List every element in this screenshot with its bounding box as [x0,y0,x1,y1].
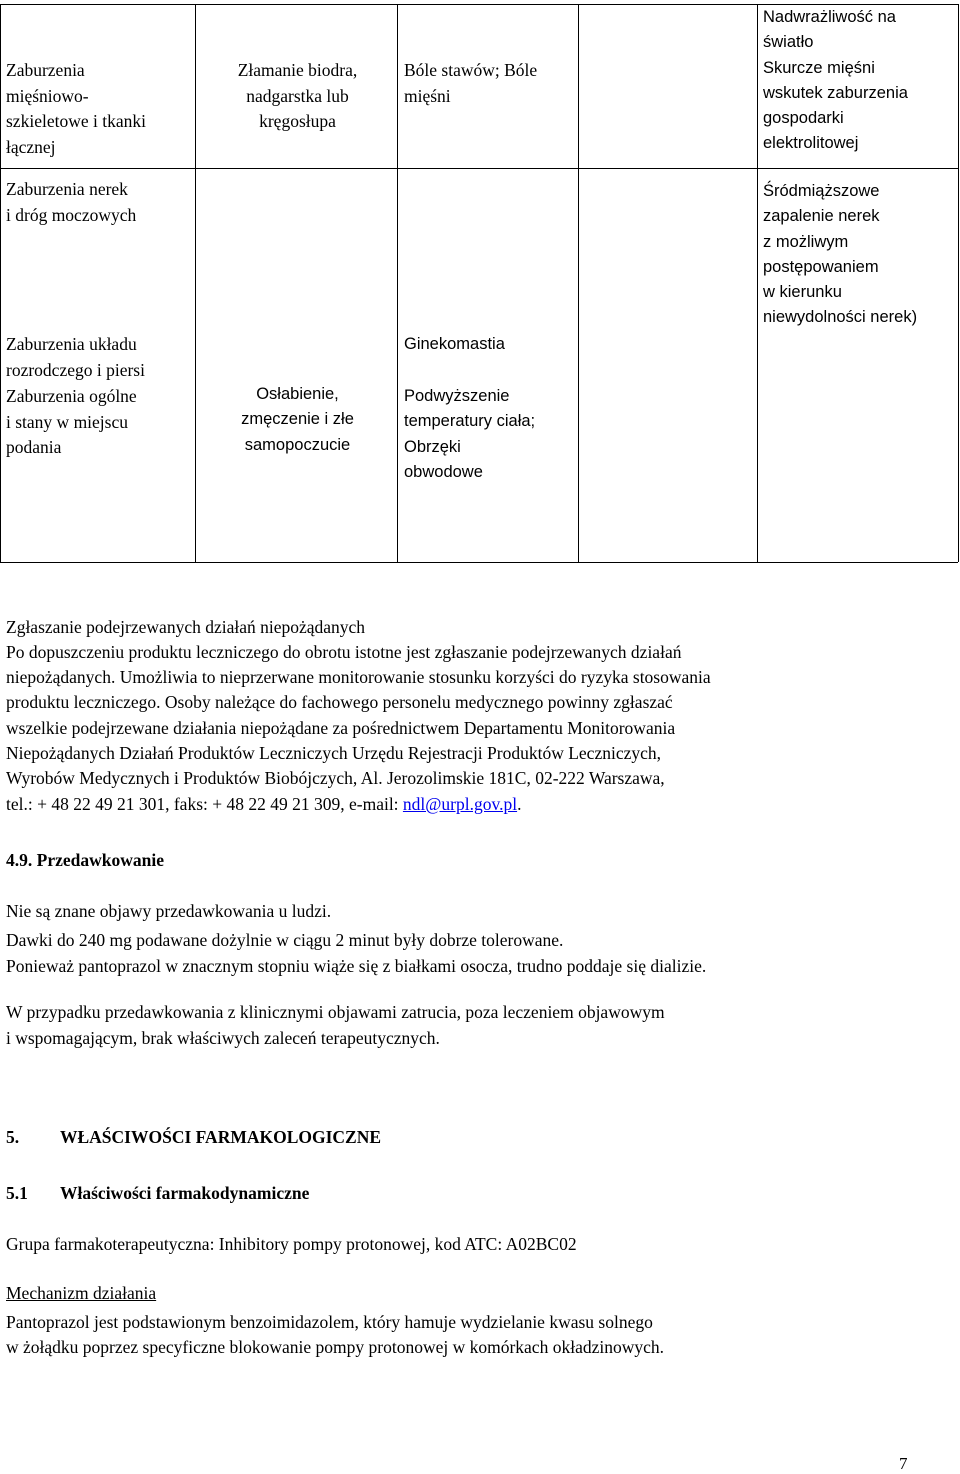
paragraph-line: niepożądanych. Umożliwia to nieprzerwane monitorowanie stosunku korzyści do ryzyka stosowania [6,667,711,687]
email-link[interactable]: ndl@urpl.gov.pl [402,794,518,814]
pharmacotherapeutic-group: Grupa farmakoterapeutyczna: Inhibitory pompy protonowej, kod ATC: A02BC02 [6,1234,577,1254]
paragraph-line: Niepożądanych Działań Produktów Leczniczych Urzędu Rejestracji Produktów Leczniczych, [6,743,662,763]
table-row-divider [0,168,958,169]
table-border-right [958,4,959,562]
section-heading-overdose: 4.9. Przedawkowanie [6,850,164,870]
paragraph-line: W przypadku przedawkowania z klinicznymi objawami zatrucia, poza leczeniem objawowym [6,1002,665,1022]
table-cell-category: Zaburzenia ogólne i stany w miejscu podania [6,386,137,457]
adverse-reactions-table [0,0,960,563]
table-column-divider [195,4,196,562]
section-title: WŁAŚCIWOŚCI FARMAKOLOGICZNE [60,1127,382,1147]
section-heading-reporting: Zgłaszanie podejrzewanych działań niepożądanych [6,617,366,637]
mechanism-heading: Mechanizm działania [6,1283,157,1303]
paragraph-line: i wspomagającym, brak właściwych zaleceń terapeutycznych. [6,1028,440,1048]
table-border-bottom [0,562,958,563]
paragraph-line: produktu leczniczego. Osoby należące do fachowego personelu medycznego powinny zgłaszać [6,692,673,712]
paragraph-line: w żołądku poprzez specyficzne blokowanie pompy protonowej w komórkach okładzinowych. [6,1337,664,1357]
table-cell: Osłabienie, zmęczenie i złe samopoczucie [241,385,354,454]
table-cell: Śródmiąższowe zapalenie nerek z możliwym postępowaniem w kierunku niewydolności nerek) [763,182,918,327]
paragraph-line: Wyrobów Medycznych i Produktów Biobójczych, Al. Jerozolimskie 181C, 02-222 Warszawa, [6,768,665,788]
paragraph-line: Dawki do 240 mg podawane dożylnie w ciągu 2 minut były dobrze tolerowane. [6,930,564,950]
table-border-left [0,4,1,562]
table-cell: Bóle stawów; Bóle mięśni [404,60,538,106]
section-number: 5. [6,1127,20,1147]
table-cell-category: Zaburzenia nerek i dróg moczowych [6,179,137,225]
subsection-title: Właściwości farmakodynamiczne [60,1183,310,1203]
paragraph-line: Ponieważ pantoprazol w znacznym stopniu wiąże się z białkami osocza, trudno poddaje się dializie. [6,956,707,976]
page-number: 7 [899,1454,908,1473]
paragraph-line: Po dopuszczeniu produktu leczniczego do obrotu istotne jest zgłaszanie podejrzewanych działań [6,642,682,662]
table-cell: Złamanie biodra, nadgarstka lub kręgosłupa [237,60,358,131]
table-cell: Ginekomastia [404,335,505,353]
paragraph-line: Nie są znane objawy przedawkowania u ludzi. [6,901,332,921]
contact-suffix: . [517,794,522,814]
table-column-divider [578,4,579,562]
table-cell-category: Zaburzenia układu rozrodczego i piersi [6,334,145,380]
table-column-divider [757,4,758,562]
table-column-divider [397,4,398,562]
subsection-number: 5.1 [6,1183,28,1203]
contact-text: tel.: + 48 22 49 21 301, faks: + 48 22 49 21 309, e-mail: [6,794,403,814]
table-cell-category: Zaburzenia mięśniowo- szkieletowe i tkanki łącznej [6,60,146,157]
paragraph-line: wszelkie podejrzewane działania niepożądane za pośrednictwem Departamentu Monitorowania [6,718,676,738]
table-cell: Nadwrażliwość na światło Skurcze mięśni wskutek zaburzenia gospodarki elektrolitowej [763,8,908,153]
table-cell: Podwyższenie temperatury ciała; Obrzęki obwodowe [404,387,536,481]
contact-line [6,792,521,818]
paragraph-line: Pantoprazol jest podstawionym benzoimidazolem, który hamuje wydzielanie kwasu solnego [6,1312,653,1332]
